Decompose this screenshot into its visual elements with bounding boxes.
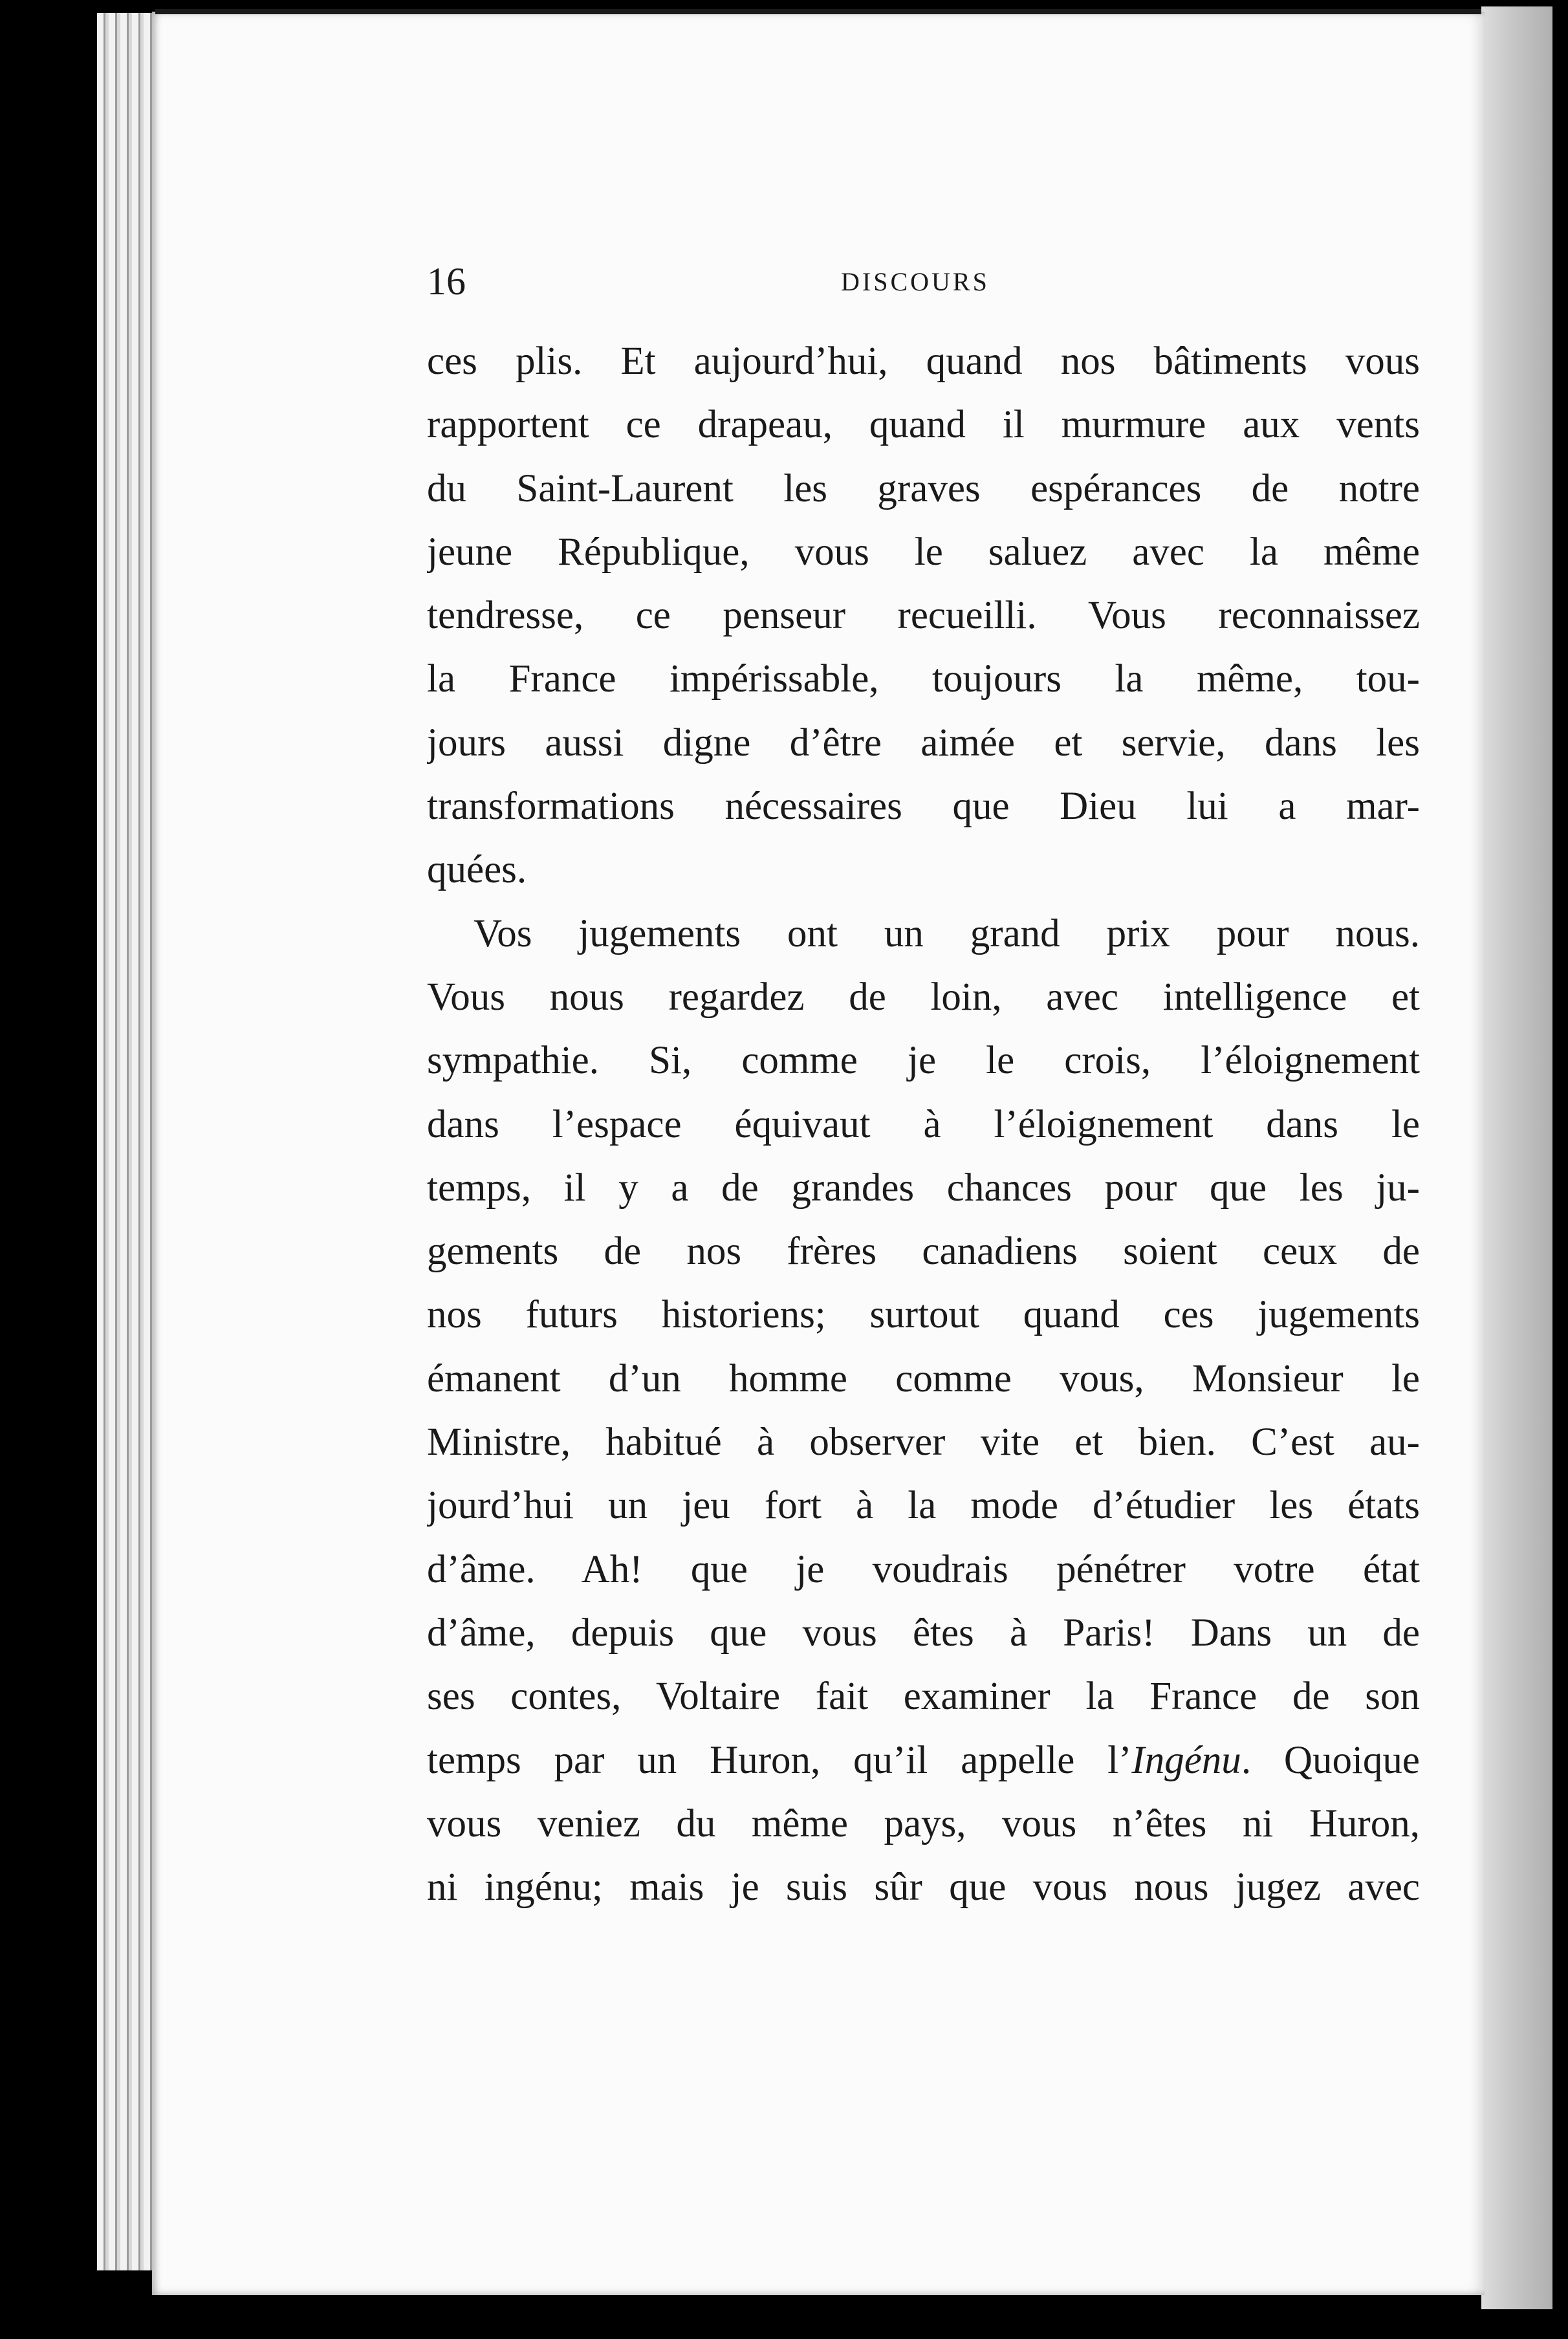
text-line: gements de nos frères canadiens soient ceux de bbox=[427, 1230, 1420, 1274]
text-line: d’âme. Ah! que je voudrais pénétrer votre état bbox=[427, 1547, 1420, 1591]
text-line: Ministre, habitué à observer vite et bien. C’est au- bbox=[427, 1420, 1420, 1464]
facing-page-edge bbox=[1481, 6, 1552, 2309]
page-number: 16 bbox=[427, 260, 466, 303]
text-line: ces plis. Et aujourd’hui, quand nos bâtiments vous bbox=[427, 340, 1420, 383]
text-line: ses contes, Voltaire fait examiner la France de son bbox=[427, 1675, 1420, 1719]
text-line: vous veniez du même pays, vous n’êtes ni Huron, bbox=[427, 1801, 1420, 1845]
text-line: jourd’hui un jeu fort à la mode d’étudier les états bbox=[427, 1484, 1420, 1528]
text-line: Vous nous regardez de loin, avec intelligence et bbox=[427, 975, 1420, 1019]
paragraph-end-line: quées. bbox=[427, 848, 527, 892]
italic-title-line bbox=[427, 1729, 1420, 1792]
text-line: jeune République, vous le saluez avec la même bbox=[427, 530, 1420, 574]
text-line: transformations nécessaires que Dieu lui a mar- bbox=[427, 785, 1420, 829]
running-head bbox=[427, 259, 1417, 304]
body-text bbox=[427, 330, 1420, 1919]
text-line: d’âme, depuis que vous êtes à Paris! Dans un de bbox=[427, 1611, 1420, 1655]
text-line: émanent d’un homme comme vous, Monsieur le bbox=[427, 1356, 1420, 1400]
text-line: la France impérissable, toujours la même, tou- bbox=[427, 657, 1420, 701]
italic-title: Ingénu bbox=[1131, 1738, 1241, 1782]
text-line: sympathie. Si, comme je le crois, l’éloignement bbox=[427, 1039, 1420, 1083]
text-line: du Saint-Laurent les graves espérances de notre bbox=[427, 466, 1420, 510]
text-line: nos futurs historiens; surtout quand ces jugements bbox=[427, 1293, 1420, 1337]
page-top-border bbox=[155, 9, 1481, 14]
text-line: tendresse, ce penseur recueilli. Vous reconnaissez bbox=[427, 594, 1420, 638]
text-line: ni ingénu; mais je suis sûr que vous nous jugez avec bbox=[427, 1866, 1420, 1909]
text-line: jours aussi digne d’être aimée et servie, dans les bbox=[427, 721, 1420, 765]
line-text-before: temps par un Huron, qu’il appelle l’ bbox=[427, 1738, 1132, 1782]
line-text-after: . Quoique bbox=[1241, 1738, 1420, 1782]
text-line: dans l’espace équivaut à l’éloignement dans le bbox=[427, 1102, 1420, 1146]
running-title: DISCOURS bbox=[841, 267, 990, 296]
text-line: rapportent ce drapeau, quand il murmure aux vents bbox=[427, 403, 1420, 447]
paragraph-start-line: Vos jugements ont un grand prix pour nous. bbox=[474, 911, 1420, 955]
text-line: temps, il y a de grandes chances pour que les ju- bbox=[427, 1166, 1420, 1210]
